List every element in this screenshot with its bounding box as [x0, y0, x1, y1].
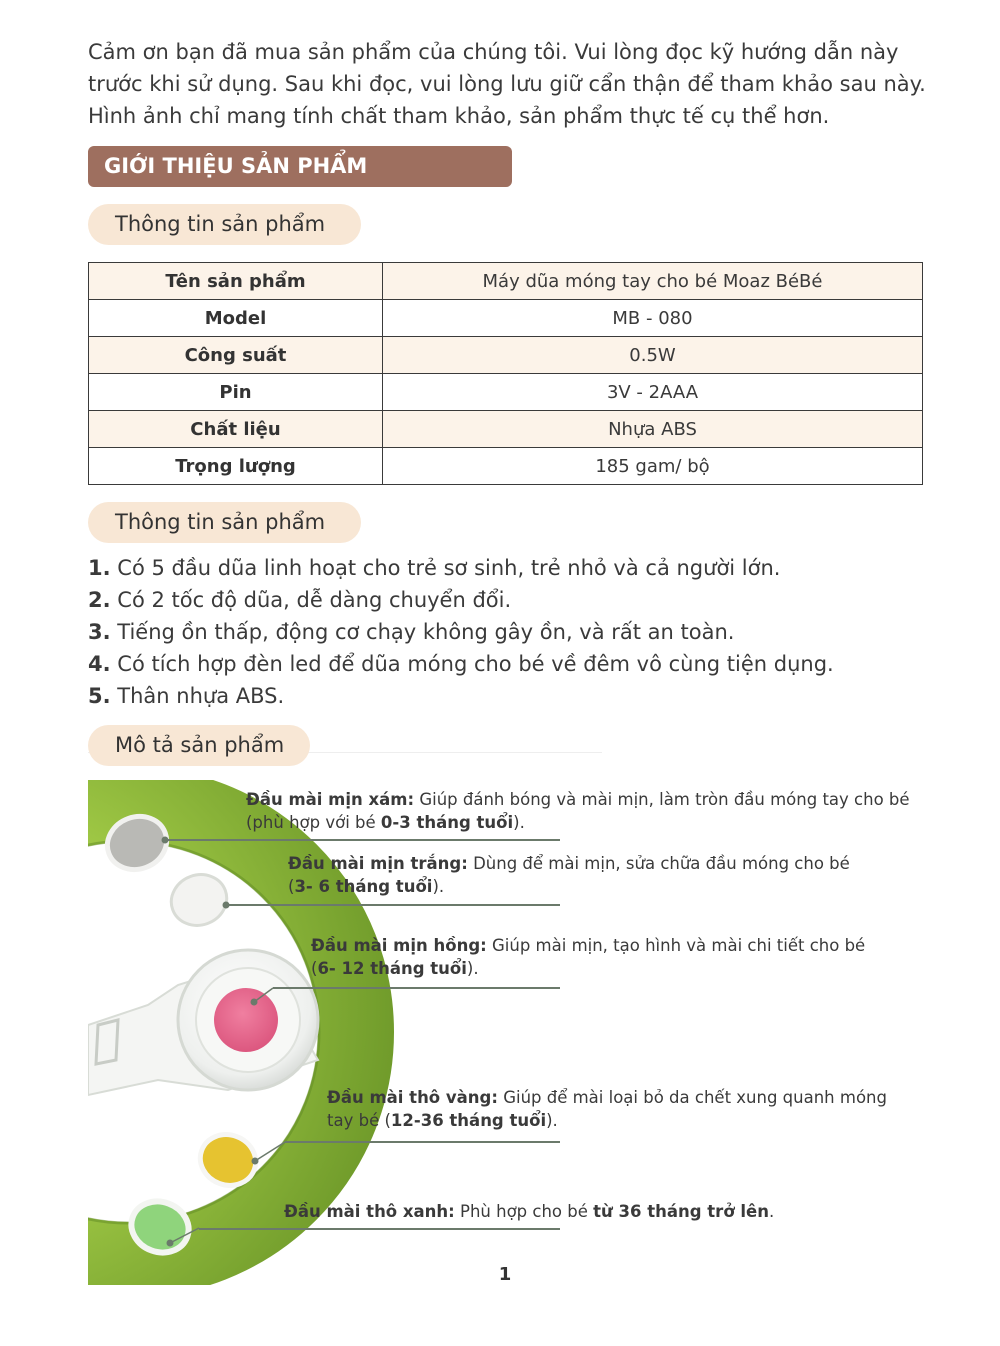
table-row	[89, 300, 923, 337]
feature-list	[88, 552, 834, 712]
callout-text: (	[288, 877, 295, 896]
white-disc	[164, 867, 234, 933]
description-heading: Mô tả sản phẩm	[88, 725, 310, 766]
callout-age: từ 36 tháng trở lên	[593, 1202, 769, 1221]
product-info-heading: Thông tin sản phẩm	[88, 204, 361, 245]
table-row	[89, 337, 923, 374]
list-number: 4.	[88, 652, 111, 676]
spec-key: Trọng lượng	[89, 448, 383, 485]
leader-line	[165, 839, 560, 841]
callout-pink	[311, 934, 865, 980]
table-row	[89, 374, 923, 411]
callout-white	[288, 852, 850, 898]
intro-paragraph	[88, 36, 928, 132]
callout-green	[284, 1200, 774, 1223]
pink-disc	[214, 988, 278, 1052]
list-number: 3.	[88, 620, 111, 644]
spec-value: 0.5W	[383, 337, 923, 374]
table-row	[89, 263, 923, 300]
section-title-bar: GIỚI THIỆU SẢN PHẨM	[88, 146, 512, 187]
leader-line	[273, 987, 560, 989]
spec-key: Pin	[89, 374, 383, 411]
spec-value: 185 gam/ bộ	[383, 448, 923, 485]
spec-value: MB - 080	[383, 300, 923, 337]
list-text: Thân nhựa ABS.	[117, 684, 285, 708]
list-number: 1.	[88, 556, 111, 580]
callout-title: Đầu mài thô xanh:	[284, 1202, 455, 1221]
list-item	[88, 648, 834, 680]
callout-desc: Giúp để mài loại bỏ da chết xung quanh móng	[497, 1088, 887, 1107]
callout-desc: Phù hợp cho bé	[454, 1202, 594, 1221]
leader-line	[226, 904, 560, 906]
callout-desc: Dùng để mài mịn, sửa chữa đầu móng cho bé	[467, 854, 850, 873]
callout-text: ).	[432, 877, 445, 896]
callout-desc: Giúp đánh bóng và mài mịn, làm tròn đầu móng tay cho bé	[414, 790, 910, 809]
list-text: Tiếng ồn thấp, động cơ chạy không gây ồn, và rất an toàn.	[117, 620, 735, 644]
callout-text: (	[311, 959, 318, 978]
table-row	[89, 448, 923, 485]
list-item	[88, 680, 834, 712]
callout-desc: Giúp mài mịn, tạo hình và mài chi tiết cho bé	[486, 936, 866, 955]
callout-age: 0-3 tháng tuổi	[380, 813, 514, 832]
list-number: 5.	[88, 684, 111, 708]
intro-line: trước khi sử dụng. Sau khi đọc, vui lòng lưu giữ cẩn thận để tham khảo sau này.	[88, 72, 926, 96]
list-item	[88, 616, 834, 648]
callout-text: ).	[513, 813, 525, 832]
leader-line	[285, 1141, 560, 1143]
callout-yellow	[327, 1086, 887, 1132]
callout-text: (phù hợp với bé	[246, 813, 381, 832]
list-text: Có 5 đầu dũa linh hoạt cho trẻ sơ sinh, trẻ nhỏ và cả người lớn.	[117, 556, 781, 580]
spec-key: Tên sản phẩm	[89, 263, 383, 300]
list-number: 2.	[88, 588, 111, 612]
product-info-heading: Thông tin sản phẩm	[88, 502, 361, 543]
callout-title: Đầu mài mịn hồng:	[311, 936, 487, 955]
callout-age: 6- 12 tháng tuổi	[317, 959, 467, 978]
leader-line	[199, 1228, 560, 1230]
list-text: Có 2 tốc độ dũa, dễ dàng chuyển đổi.	[117, 588, 512, 612]
list-text: Có tích hợp đèn led để dũa móng cho bé về đêm vô cùng tiện dụng.	[117, 652, 834, 676]
callout-grey	[246, 788, 910, 834]
spec-value: Máy dũa móng tay cho bé Moaz BéBé	[383, 263, 923, 300]
callout-age: 12-36 tháng tuổi	[390, 1111, 547, 1130]
intro-line: Cảm ơn bạn đã mua sản phẩm của chúng tôi. Vui lòng đọc kỹ hướng dẫn này	[88, 40, 899, 64]
callout-title: Đầu mài mịn xám:	[246, 790, 415, 809]
callout-age: 3- 6 tháng tuổi	[294, 877, 433, 896]
callout-text: tay bé (	[327, 1111, 391, 1130]
spec-key: Chất liệu	[89, 411, 383, 448]
spec-table	[88, 262, 923, 485]
callout-title: Đầu mài thô vàng:	[327, 1088, 498, 1107]
callout-text: .	[769, 1202, 775, 1221]
callout-title: Đầu mài mịn trắng:	[288, 854, 468, 873]
spec-key: Công suất	[89, 337, 383, 374]
callout-text: ).	[466, 959, 479, 978]
table-row	[89, 411, 923, 448]
page-number: 1	[498, 1264, 512, 1285]
intro-line: Hình ảnh chỉ mang tính chất tham khảo, sản phẩm thực tế cụ thể hơn.	[88, 104, 830, 128]
list-item	[88, 552, 834, 584]
spec-value: Nhựa ABS	[383, 411, 923, 448]
list-item	[88, 584, 834, 616]
spec-value: 3V - 2AAA	[383, 374, 923, 411]
callout-text: ).	[546, 1111, 558, 1130]
spec-key: Model	[89, 300, 383, 337]
